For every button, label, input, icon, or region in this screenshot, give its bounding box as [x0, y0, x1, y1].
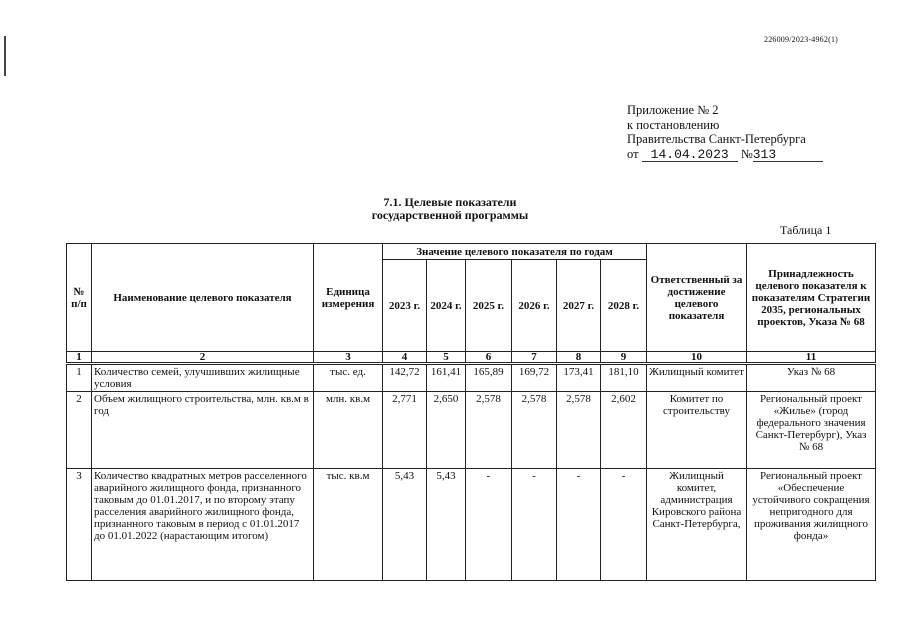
row-value: 161,41 — [427, 364, 466, 392]
table-row — [67, 364, 876, 392]
row-unit: тыс. кв.м — [314, 469, 383, 581]
row-no: 1 — [67, 364, 92, 392]
row-value: - — [557, 469, 601, 581]
row-value: 2,771 — [383, 392, 427, 469]
row-value: 2,602 — [601, 392, 647, 469]
header-year: 2026 г. — [512, 260, 557, 352]
row-value: 5,43 — [383, 469, 427, 581]
row-responsible: Комитет по строительству — [647, 392, 747, 469]
targets-table — [66, 243, 876, 581]
header-year: 2028 г. — [601, 260, 647, 352]
number-prefix: № — [740, 146, 753, 161]
section-title-line-1: 7.1. Целевые показатели — [383, 195, 517, 209]
section-title-line-2: государственной программы — [371, 208, 529, 222]
column-number: 11 — [747, 352, 876, 364]
resolution-number: 313 — [753, 148, 823, 162]
row-no: 3 — [67, 469, 92, 581]
appendix-line-3: Правительства Санкт-Петербурга — [627, 132, 806, 146]
column-number: 9 — [601, 352, 647, 364]
row-value: - — [601, 469, 647, 581]
header-year: 2024 г. — [427, 260, 466, 352]
row-belonging: Указ № 68 — [747, 364, 876, 392]
header-unit: Единица измерения — [314, 244, 383, 352]
column-number: 10 — [647, 352, 747, 364]
row-value: 142,72 — [383, 364, 427, 392]
header-year: 2023 г. — [383, 260, 427, 352]
header-year: 2027 г. — [557, 260, 601, 352]
appendix-line-2: к постановлению — [627, 117, 720, 132]
row-responsible: Жилищный комитет — [647, 364, 747, 392]
row-value: 181,10 — [601, 364, 647, 392]
appendix-line-1: Приложение № 2 — [627, 103, 719, 117]
resolution-date: 14.04.2023 — [642, 148, 738, 162]
row-value: 2,578 — [557, 392, 601, 469]
row-value: 2,578 — [512, 392, 557, 469]
appendix-block — [627, 103, 823, 162]
row-belonging: Региональный проект «Жилье» (город федерального значения Санкт-Петербург), Указ № 68 — [747, 392, 876, 469]
document-id: 226009/2023-4962(1) — [764, 35, 839, 44]
header-responsible: Ответственный за достижение целевого показателя — [647, 244, 747, 352]
header-name: Наименование целевого показателя — [92, 244, 314, 352]
row-value: 173,41 — [557, 364, 601, 392]
row-name: Количество семей, улучшивших жилищные условия — [92, 364, 314, 392]
row-value: 169,72 — [512, 364, 557, 392]
table-row — [67, 392, 876, 469]
row-belonging: Региональный проект «Обеспечение устойчивого сокращения непригодного для проживания жилищного фонда» — [747, 469, 876, 581]
column-number: 8 — [557, 352, 601, 364]
row-unit: тыс. ед. — [314, 364, 383, 392]
header-no: № п/п — [67, 244, 92, 352]
column-number: 4 — [383, 352, 427, 364]
column-number: 6 — [466, 352, 512, 364]
column-number: 2 — [92, 352, 314, 364]
section-title — [330, 196, 570, 222]
row-value: 2,578 — [466, 392, 512, 469]
row-value: 5,43 — [427, 469, 466, 581]
header-values-group: Значение целевого показателя по годам — [383, 244, 647, 260]
header-year: 2025 г. — [466, 260, 512, 352]
appendix-date-line — [627, 147, 823, 162]
row-name: Количество квадратных метров расселенного аварийного жилищного фонда, признанного таковым до 01.01.2017, и по второму этапу расселения аварийного жилищного фонда, признанного таковым в период с 01.01.2017 до 01.01.2022 (нарастающим итогом) — [92, 469, 314, 581]
column-number: 3 — [314, 352, 383, 364]
row-value: - — [512, 469, 557, 581]
column-number: 7 — [512, 352, 557, 364]
table-row — [67, 469, 876, 581]
row-value: - — [466, 469, 512, 581]
row-name: Объем жилищного строительства, млн. кв.м в год — [92, 392, 314, 469]
scan-edge-mark — [4, 36, 6, 76]
row-responsible: Жилищный комитет, администрация Кировского района Санкт-Петербурга, — [647, 469, 747, 581]
row-value: 165,89 — [466, 364, 512, 392]
date-prefix: от — [627, 146, 639, 161]
column-number: 1 — [67, 352, 92, 364]
column-number: 5 — [427, 352, 466, 364]
row-value: 2,650 — [427, 392, 466, 469]
row-no: 2 — [67, 392, 92, 469]
table-label: Таблица 1 — [780, 223, 832, 237]
row-unit: млн. кв.м — [314, 392, 383, 469]
header-belonging: Принадлежность целевого показателя к показателям Стратегии 2035, региональных проектов, Указа № 68 — [747, 244, 876, 352]
